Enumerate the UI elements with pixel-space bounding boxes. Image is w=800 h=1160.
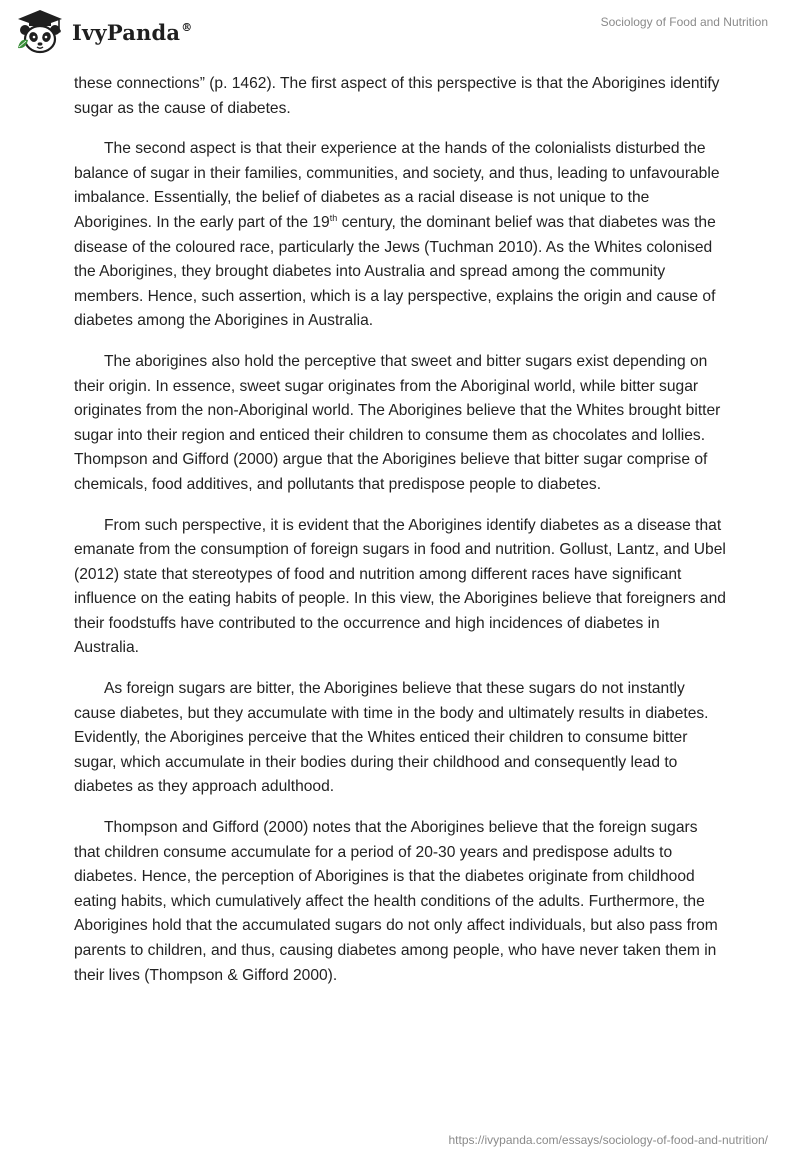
document-title: Sociology of Food and Nutrition [600,15,768,29]
page-header [0,0,800,60]
registered-mark: ® [181,20,193,34]
paragraph-2-part-2: century, the dominant belief was that diabetes was the disease of the coloured race, particularly the Jews (Tuchman 2010). As the Whites colonised the Aborigines, they brought diabetes into Australia and spread among the community members. Hence, such assertion, which is a lay perspective, explains the origin and cause of diabetes among the Aborigines in Australia. [74,213,716,330]
source-url[interactable]: https://ivypanda.com/essays/sociology-of-food-and-nutrition/ [448,1133,768,1147]
panda-graduate-icon [14,8,66,56]
paragraph-6: Thompson and Gifford (2000) notes that the Aborigines believe that the foreign sugars that children consume accumulate for a period of 20-30 years and predispose adults to diabetes. Hence, the perception of Aborigines is that the diabetes originate from childhood eating habits, which cumulatively affect the health conditions of the adults. Furthermore, the Aborigines hold that the accumulated sugars do not only affect individuals, but also pass from parents to children, and thus, causing diabetes among people, who have never taken them in their lives (Thompson & Gifford 2000). [74,819,718,984]
paragraph-5: As foreign sugars are bitter, the Aborigines believe that these sugars do not instantly cause diabetes, but they accumulate with time in the body and ultimately results in diabetes. Evidently, the Aborigines perceive that the Whites enticed their children to consume bitter sugar, which accumulate in their bodies during their childhood and consequently lead to diabetes as they approach adulthood. [74,680,709,796]
paragraph-2 [74,137,726,334]
paragraph-1: these connections” (p. 1462). The first aspect of this perspective is that the Aborigines identify sugar as the cause of diabetes. [74,75,720,117]
essay-body [74,72,726,1004]
ivypanda-logo[interactable] [14,8,192,56]
logo-wordmark [72,20,192,45]
paragraph-4: From such perspective, it is evident that the Aborigines identify diabetes as a disease that emanate from the consumption of foreign sugars in food and nutrition. Gollust, Lantz, and Ubel (2012) state that stereotypes of food and nutrition among different races have significant influence on the eating habits of people. In this view, the Aborigines believe that foreigners and their foodstuffs have contributed to the occurrence and high incidences of diabetes in Australia. [74,516,726,657]
ordinal-superscript: th [329,212,338,223]
paragraph-2-part-1: The second aspect is that their experience at the hands of the colonialists disturbed the balance of sugar in their families, communities, and society, and thus, leading to unfavourable imbalance. Essentially, the belief of diabetes as a racial disease is not unique to the Aborigines. In the early part of the 19 [74,140,720,231]
logo-text: IvyPanda [72,19,181,45]
paragraph-3: The aborigines also hold the perceptive that sweet and bitter sugars exist depending on their origin. In essence, sweet sugar originates from the Aboriginal world, while bitter sugar originates from the non-Aboriginal world. The Aborigines believe that the Whites brought bitter sugar into their region and enticed their children to consume them as chocolates and lollies. Thompson and Gifford (2000) argue that the Aborigines believe that bitter sugar comprise of chemicals, food additives, and pollutants that predispose people to diabetes. [74,352,721,493]
